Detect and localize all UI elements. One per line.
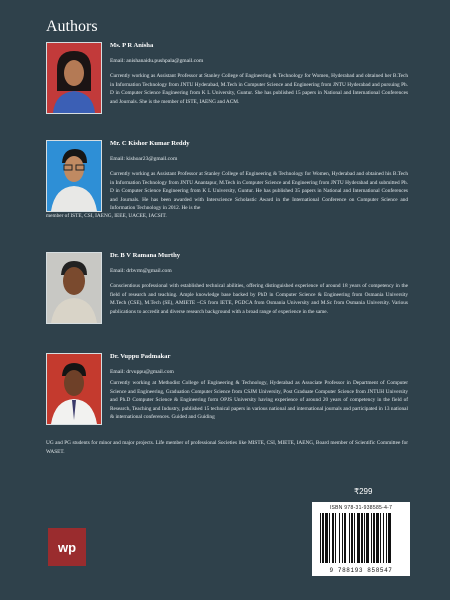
- author-email: Email: anishanaidu.pushpala@gmail.com: [110, 58, 204, 64]
- barcode-number: 9 788193 858547: [329, 567, 393, 574]
- author-name: Mr. C Kishor Kumar Reddy: [110, 140, 190, 147]
- author-photo-kishor: [46, 140, 102, 212]
- author-bio: Currently working as Assistant Professor at Stanley College of Engineering & Technology for Women, Hyderabad and obtained her B.Tech in Information Technology from JNTU Hyderabad, M.Tech in Computer Science and Engineering from JNTU Hyderabad and pursuing Ph. D in Computer Science Engineering from K L University, Guntur. She has published 15 papers in National and International Conferences and Journals. She is the member of ISTE, IAENG and ACM.: [110, 73, 408, 105]
- author-name: Dr. Vuppu Padmakar: [110, 353, 171, 360]
- isbn-text: ISBN 978-31-938585-4-7: [329, 505, 393, 511]
- authors-heading: Authors: [46, 18, 98, 35]
- publisher-logo: wp: [48, 528, 86, 566]
- author-bio: Currently working at Methodist College of Engineering & Technology, Hyderabad as Associate Professor in Department of Computer Science and Engineering, Graduation Computer Science from CSJM University, Post Graduate Computer Science from JNTUH University and Ph.D Computer Science & Engineering form OPJS University having experience of around 20 years of competency in the field of Research, Teaching and Industry, published 15 technical papers in various national and international journals and participated in 13 national & international conferences. Guided and Guiding: [110, 380, 408, 421]
- barcode-bars: [320, 513, 402, 563]
- author-photo-padmakar: [46, 353, 102, 425]
- author-bio: Conscientious professional with established technical abilities, offering distinguished experience of around 18 years of competency in the field of research and teaching. Ample knowledge base backed by PhD in Computer Science & Engineering from Osmania University M.Tech (CSE), M.Tech (SE), AMIETE –CS from IETE, PGDCA from Osmania University and M.Sc from Osmania University. Various publications to accredit and diverse research background with a broad range of experience in the same.: [110, 283, 408, 315]
- author-photo-anisha: [46, 42, 102, 114]
- author-name: Dr. B V Ramana Murthy: [110, 252, 181, 259]
- author-bio: Currently working as Assistant Professor at Stanley College of Engineering & Technology for Women, Hyderabad and obtained his B.Tech in Information Technology from JNTU Anantapur, M.Tech in Computer Science and Engineering from JNTU Hyderabad and submitted Ph. D in Computer Science Engineering from K L University, Guntur. He has published 35 papers in National and International Conferences and Journals. He has been awarded with Interscience Scholastic Award in the International Conference on Computer Science and Information Technology in 2012. He is the: [110, 171, 408, 212]
- author-email: Email: drbvrm@gmail.com: [110, 268, 172, 274]
- author-name: Ms. P R Anisha: [110, 42, 154, 49]
- author-bio-continued: member of ISTE, CSI, IAENG, IEEE, UACEE, IACSIT.: [46, 213, 167, 219]
- price-label: ₹299: [354, 487, 373, 496]
- author-email: Email: drvuppu@gmail.com: [110, 369, 174, 375]
- isbn-barcode: [312, 502, 410, 576]
- author-photo-ramana: [46, 252, 102, 324]
- author-email: Email: kishoar23@gmail.com: [110, 156, 178, 162]
- author-bio-continued: UG and PG students for minor and major projects. Life member of professional Societies like MISTE, CSI, MIETE, IAENG, Board member of Scientific Committee for WASET.: [46, 440, 408, 455]
